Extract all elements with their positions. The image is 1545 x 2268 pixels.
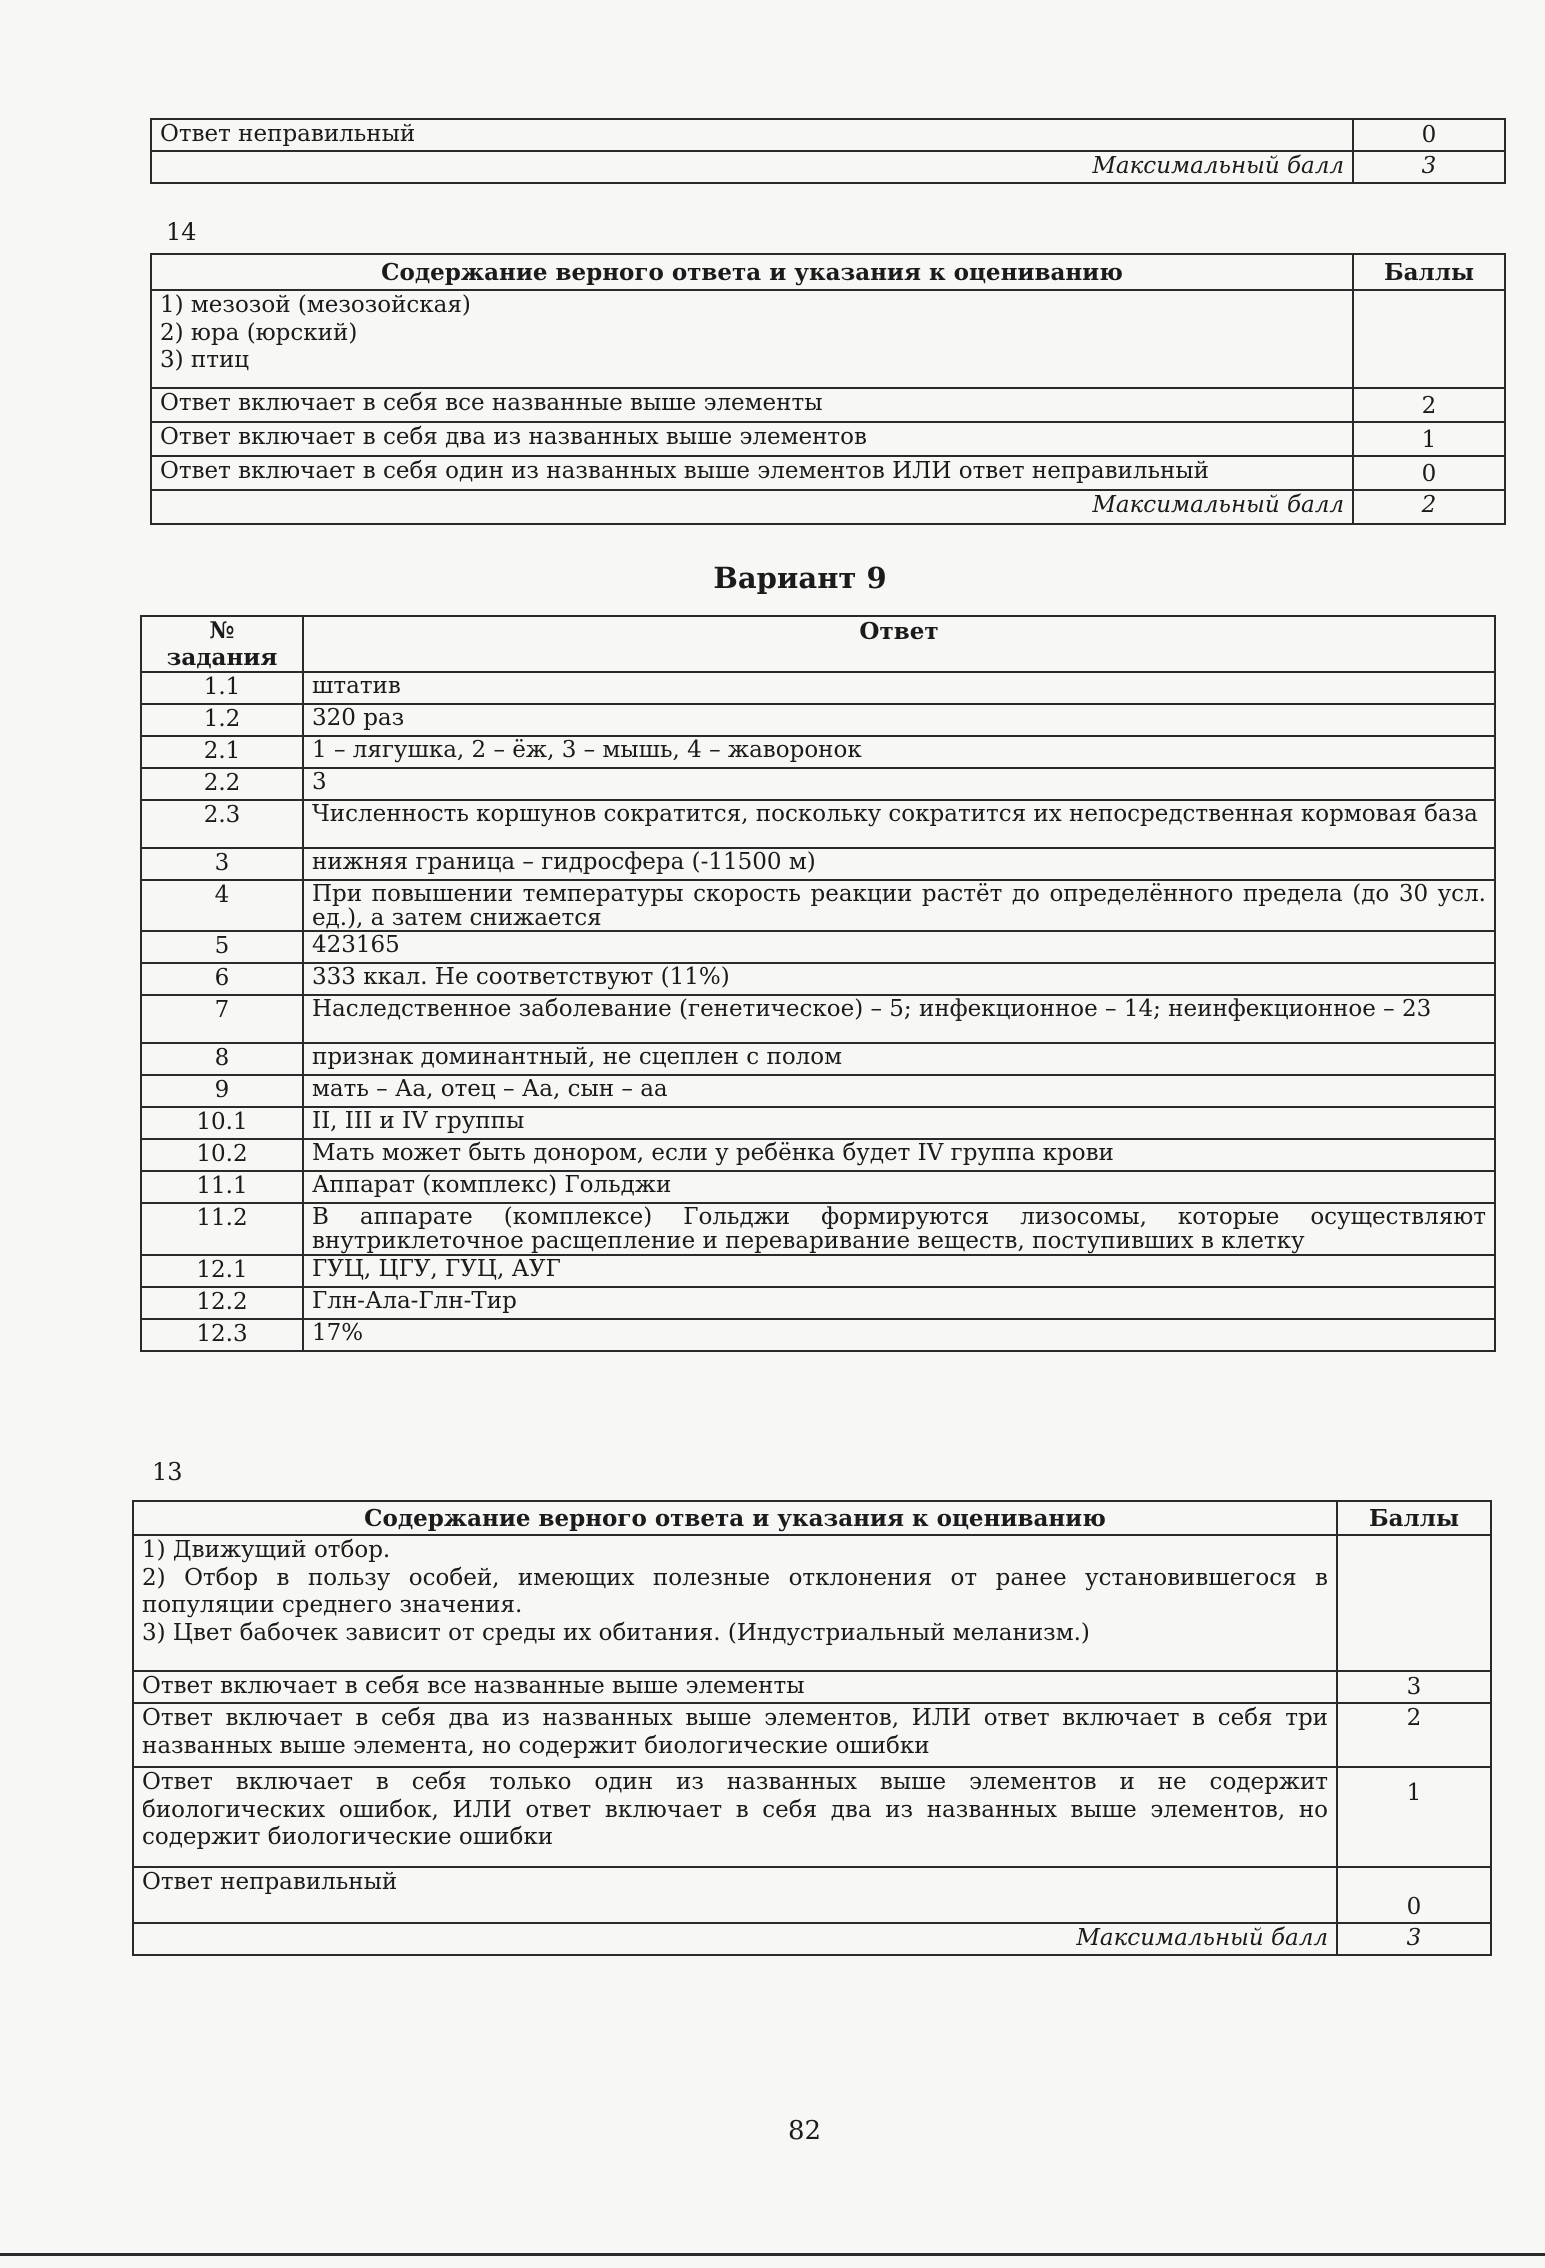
table-header-row bbox=[133, 1501, 1491, 1535]
criteria-score: 0 bbox=[1353, 119, 1505, 151]
answer-cell: Численность коршунов сократится, поскольку сократится их непосредственная кормовая база bbox=[303, 800, 1495, 848]
max-score-label: Максимальный балл bbox=[133, 1923, 1337, 1955]
top-score-table bbox=[150, 118, 1506, 184]
task-number-cell: 5 bbox=[141, 931, 303, 963]
table-row bbox=[141, 768, 1495, 800]
task-number-cell: 12.1 bbox=[141, 1255, 303, 1287]
task-number-cell: 10.1 bbox=[141, 1107, 303, 1139]
table-row bbox=[141, 1043, 1495, 1075]
table-row bbox=[151, 422, 1505, 456]
answer-line: 2) юра (юрский) bbox=[160, 319, 358, 346]
table-row bbox=[141, 800, 1495, 848]
task-number-cell: 9 bbox=[141, 1075, 303, 1107]
criteria-score: 0 bbox=[1353, 456, 1505, 490]
variant-title: Вариант 9 bbox=[713, 561, 887, 595]
answer-cell: II, III и IV группы bbox=[303, 1107, 1495, 1139]
table-row bbox=[141, 1319, 1495, 1351]
criteria-score: 1 bbox=[1353, 422, 1505, 456]
answer-cell: При повышении температуры скорость реакции растёт до определённого предела (до 30 усл. ед.), а затем снижается bbox=[303, 880, 1495, 931]
answer-cell: ГУЦ, ЦГУ, ГУЦ, АУГ bbox=[303, 1255, 1495, 1287]
answer-cell: штатив bbox=[303, 672, 1495, 704]
task-number-cell: 7 bbox=[141, 995, 303, 1043]
table-row bbox=[133, 1867, 1491, 1923]
answer-cell: Глн-Ала-Глн-Тир bbox=[303, 1287, 1495, 1319]
criteria-text: Ответ включает в себя один из названных выше элементов ИЛИ ответ неправильный bbox=[151, 456, 1353, 490]
task-number-cell: 2.2 bbox=[141, 768, 303, 800]
header-answer: Ответ bbox=[303, 616, 1495, 672]
max-score-label: Максимальный балл bbox=[151, 490, 1353, 524]
header-task-number bbox=[141, 616, 303, 672]
answer-cell: Аппарат (комплекс) Гольджи bbox=[303, 1171, 1495, 1203]
criteria-text: Ответ включает в себя все названные выше элементы bbox=[151, 388, 1353, 422]
max-score-value: 2 bbox=[1353, 490, 1505, 524]
table-row bbox=[141, 1255, 1495, 1287]
table-row bbox=[141, 880, 1495, 931]
table-row bbox=[141, 1107, 1495, 1139]
table-row bbox=[141, 672, 1495, 704]
max-score-row bbox=[151, 490, 1505, 524]
answer-line: 1) Движущий отбор. bbox=[142, 1537, 391, 1563]
table-row bbox=[141, 704, 1495, 736]
table-row bbox=[133, 1767, 1491, 1867]
task-13-table bbox=[132, 1500, 1492, 1956]
header-content: Содержание верного ответа и указания к оцениванию bbox=[133, 1501, 1337, 1535]
table-row bbox=[141, 931, 1495, 963]
answer-cell: Мать может быть донором, если у ребёнка будет IV группа крови bbox=[303, 1139, 1495, 1171]
task-number-cell: 12.3 bbox=[141, 1319, 303, 1351]
answer-cell: 320 раз bbox=[303, 704, 1495, 736]
max-score-row bbox=[133, 1923, 1491, 1955]
header-num-word: задания bbox=[166, 643, 278, 671]
table-row bbox=[141, 1075, 1495, 1107]
task-14-number: 14 bbox=[166, 218, 197, 246]
criteria-text: Ответ включает в себя все названные выше элементы bbox=[133, 1671, 1337, 1703]
max-score-label: Максимальный балл bbox=[151, 151, 1353, 183]
criteria-text: Ответ неправильный bbox=[151, 119, 1353, 151]
task-number-cell: 10.2 bbox=[141, 1139, 303, 1171]
answer-elements bbox=[133, 1535, 1337, 1671]
criteria-text: Ответ неправильный bbox=[133, 1867, 1337, 1923]
criteria-score: 3 bbox=[1337, 1671, 1491, 1703]
table-row bbox=[141, 736, 1495, 768]
empty-score-cell bbox=[1353, 290, 1505, 388]
answer-cell: В аппарате (комплексе) Гольджи формируются лизосомы, которые осуществляют внутриклеточное расщепление и переваривание веществ, поступивших в клетку bbox=[303, 1203, 1495, 1254]
table-row bbox=[141, 963, 1495, 995]
task-number-cell: 8 bbox=[141, 1043, 303, 1075]
table-header-row bbox=[151, 254, 1505, 290]
table-row bbox=[133, 1671, 1491, 1703]
empty-score-cell bbox=[1337, 1535, 1491, 1671]
answer-line: 2) Отбор в пользу особей, имеющих полезные отклонения от ранее установившегося в популяции среднего значения. bbox=[142, 1564, 1328, 1619]
answer-line: 1) мезозой (мезозойская) bbox=[160, 292, 471, 318]
header-score: Баллы bbox=[1337, 1501, 1491, 1535]
task-13-number: 13 bbox=[152, 1458, 183, 1486]
table-row bbox=[141, 995, 1495, 1043]
table-row bbox=[141, 1287, 1495, 1319]
criteria-text: Ответ включает в себя два из названных выше элементов bbox=[151, 422, 1353, 456]
answer-cell: 17% bbox=[303, 1319, 1495, 1351]
task-number-cell: 2.1 bbox=[141, 736, 303, 768]
answer-cell: признак доминантный, не сцеплен с полом bbox=[303, 1043, 1495, 1075]
answer-elements bbox=[151, 290, 1353, 388]
header-content: Содержание верного ответа и указания к оцениванию bbox=[151, 254, 1353, 290]
answer-cell: мать – Аа, отец – Аа, сын – аа bbox=[303, 1075, 1495, 1107]
table-row bbox=[141, 1171, 1495, 1203]
page-number: 82 bbox=[788, 2116, 822, 2146]
criteria-score: 1 bbox=[1337, 1767, 1491, 1867]
criteria-text: Ответ включает в себя два из названных выше элементов, ИЛИ ответ включает в себя три названных выше элемента, но содержит биологические ошибки bbox=[133, 1703, 1337, 1767]
answer-cell: нижняя граница – гидросфера (-11500 м) bbox=[303, 848, 1495, 880]
max-score-value: 3 bbox=[1337, 1923, 1491, 1955]
answer-cell: 3 bbox=[303, 768, 1495, 800]
criteria-score: 2 bbox=[1337, 1703, 1491, 1767]
header-score: Баллы bbox=[1353, 254, 1505, 290]
task-number-cell: 12.2 bbox=[141, 1287, 303, 1319]
table-header-row bbox=[141, 616, 1495, 672]
task-number-cell: 6 bbox=[141, 963, 303, 995]
answer-elements-row bbox=[133, 1535, 1491, 1671]
answer-cell: Наследственное заболевание (генетическое) – 5; инфекционное – 14; неинфекционное – 23 bbox=[303, 995, 1495, 1043]
task-14-table bbox=[150, 253, 1506, 525]
answer-cell: 423165 bbox=[303, 931, 1495, 963]
max-score-row bbox=[151, 151, 1505, 183]
answer-line: 3) Цвет бабочек зависит от среды их обитания. (Индустриальный меланизм.) bbox=[142, 1619, 1090, 1646]
answer-elements-row bbox=[151, 290, 1505, 388]
criteria-text: Ответ включает в себя только один из названных выше элементов и не содержит биологических ошибок, ИЛИ ответ включает в себя два из названных выше элементов, но содержит биологические ошибки bbox=[133, 1767, 1337, 1867]
task-number-cell: 1.1 bbox=[141, 672, 303, 704]
answer-cell: 333 ккал. Не соответствуют (11%) bbox=[303, 963, 1495, 995]
answer-line: 3) птиц bbox=[160, 347, 250, 374]
table-row bbox=[141, 1203, 1495, 1254]
header-num-symbol: № bbox=[209, 617, 235, 645]
criteria-score: 2 bbox=[1353, 388, 1505, 422]
task-number-cell: 2.3 bbox=[141, 800, 303, 848]
criteria-score: 0 bbox=[1337, 1867, 1491, 1923]
table-row bbox=[141, 848, 1495, 880]
max-score-value: 3 bbox=[1353, 151, 1505, 183]
variant-answers-table bbox=[140, 615, 1496, 1352]
bottom-edge-rule bbox=[0, 2253, 1545, 2256]
table-row bbox=[151, 119, 1505, 151]
table-row bbox=[133, 1703, 1491, 1767]
answer-cell: 1 – лягушка, 2 – ёж, 3 – мышь, 4 – жаворонок bbox=[303, 736, 1495, 768]
task-number-cell: 11.2 bbox=[141, 1203, 303, 1254]
table-row bbox=[151, 456, 1505, 490]
task-number-cell: 11.1 bbox=[141, 1171, 303, 1203]
task-number-cell: 4 bbox=[141, 880, 303, 931]
table-row bbox=[151, 388, 1505, 422]
task-number-cell: 3 bbox=[141, 848, 303, 880]
table-row bbox=[141, 1139, 1495, 1171]
task-number-cell: 1.2 bbox=[141, 704, 303, 736]
